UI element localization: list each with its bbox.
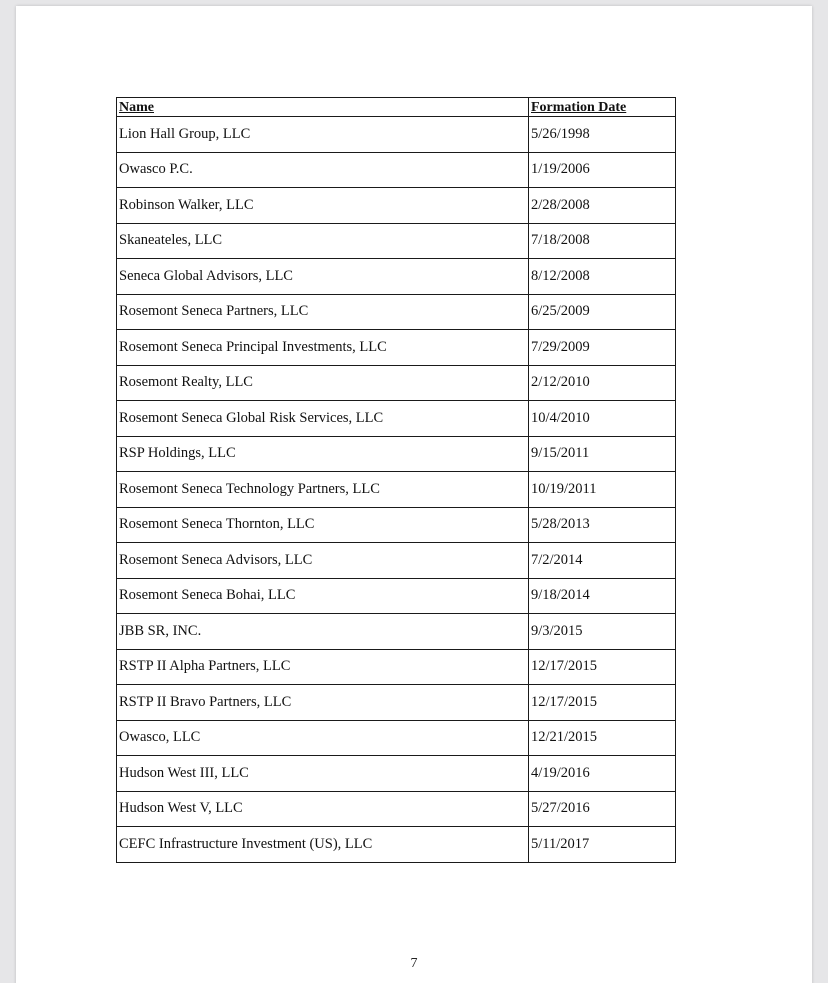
table-row bbox=[117, 543, 676, 579]
formation-date-cell: 7/2/2014 bbox=[529, 543, 676, 579]
table-row bbox=[117, 614, 676, 650]
formation-date-cell: 6/25/2009 bbox=[529, 294, 676, 330]
table-body bbox=[117, 117, 676, 863]
entity-name-cell: Owasco, LLC bbox=[117, 720, 529, 756]
formation-date-cell: 5/26/1998 bbox=[529, 117, 676, 153]
table-row bbox=[117, 152, 676, 188]
entity-name-cell: Rosemont Seneca Partners, LLC bbox=[117, 294, 529, 330]
entity-name-cell: Hudson West V, LLC bbox=[117, 791, 529, 827]
entity-name-cell: Rosemont Seneca Principal Investments, LLC bbox=[117, 330, 529, 366]
formation-date-cell: 1/19/2006 bbox=[529, 152, 676, 188]
formation-date-cell: 12/17/2015 bbox=[529, 649, 676, 685]
entity-name-cell: Rosemont Seneca Global Risk Services, LLC bbox=[117, 401, 529, 437]
entity-name-cell: JBB SR, INC. bbox=[117, 614, 529, 650]
formation-date-cell: 5/28/2013 bbox=[529, 507, 676, 543]
formation-date-cell: 9/15/2011 bbox=[529, 436, 676, 472]
entity-name-cell: CEFC Infrastructure Investment (US), LLC bbox=[117, 827, 529, 863]
formation-date-cell: 7/18/2008 bbox=[529, 223, 676, 259]
table-row bbox=[117, 649, 676, 685]
document-page bbox=[16, 6, 812, 983]
formation-date-cell: 10/19/2011 bbox=[529, 472, 676, 508]
formation-date-cell: 12/21/2015 bbox=[529, 720, 676, 756]
column-header-formation-date: Formation Date bbox=[529, 98, 676, 117]
table-row bbox=[117, 685, 676, 721]
table-row bbox=[117, 756, 676, 792]
table-row bbox=[117, 720, 676, 756]
entity-name-cell: RSTP II Bravo Partners, LLC bbox=[117, 685, 529, 721]
entity-name-cell: RSP Holdings, LLC bbox=[117, 436, 529, 472]
entity-name-cell: Rosemont Seneca Thornton, LLC bbox=[117, 507, 529, 543]
formation-date-cell: 2/28/2008 bbox=[529, 188, 676, 224]
formation-date-cell: 2/12/2010 bbox=[529, 365, 676, 401]
entity-name-cell: Skaneateles, LLC bbox=[117, 223, 529, 259]
table-row bbox=[117, 791, 676, 827]
entity-name-cell: Lion Hall Group, LLC bbox=[117, 117, 529, 153]
entity-name-cell: Hudson West III, LLC bbox=[117, 756, 529, 792]
entity-name-cell: Rosemont Realty, LLC bbox=[117, 365, 529, 401]
table-row bbox=[117, 117, 676, 153]
table-row bbox=[117, 188, 676, 224]
table-row bbox=[117, 472, 676, 508]
table-header-row bbox=[117, 98, 676, 117]
table-row bbox=[117, 507, 676, 543]
formation-date-cell: 9/18/2014 bbox=[529, 578, 676, 614]
entity-name-cell: Rosemont Seneca Bohai, LLC bbox=[117, 578, 529, 614]
entity-formation-table bbox=[116, 97, 676, 863]
entity-name-cell: Rosemont Seneca Technology Partners, LLC bbox=[117, 472, 529, 508]
table-row bbox=[117, 827, 676, 863]
entity-name-cell: Robinson Walker, LLC bbox=[117, 188, 529, 224]
formation-date-cell: 9/3/2015 bbox=[529, 614, 676, 650]
table-row bbox=[117, 401, 676, 437]
formation-date-cell: 8/12/2008 bbox=[529, 259, 676, 295]
page-number: 7 bbox=[410, 956, 418, 971]
formation-date-cell: 4/19/2016 bbox=[529, 756, 676, 792]
table-row bbox=[117, 330, 676, 366]
entity-name-cell: Owasco P.C. bbox=[117, 152, 529, 188]
formation-date-cell: 5/11/2017 bbox=[529, 827, 676, 863]
entity-name-cell: Rosemont Seneca Advisors, LLC bbox=[117, 543, 529, 579]
entity-name-cell: Seneca Global Advisors, LLC bbox=[117, 259, 529, 295]
table-row bbox=[117, 223, 676, 259]
table-row bbox=[117, 294, 676, 330]
column-header-name: Name bbox=[117, 98, 529, 117]
formation-date-cell: 7/29/2009 bbox=[529, 330, 676, 366]
formation-date-cell: 12/17/2015 bbox=[529, 685, 676, 721]
table-row bbox=[117, 365, 676, 401]
formation-date-cell: 10/4/2010 bbox=[529, 401, 676, 437]
formation-date-cell: 5/27/2016 bbox=[529, 791, 676, 827]
entity-name-cell: RSTP II Alpha Partners, LLC bbox=[117, 649, 529, 685]
table-row bbox=[117, 259, 676, 295]
table-row bbox=[117, 436, 676, 472]
table-row bbox=[117, 578, 676, 614]
